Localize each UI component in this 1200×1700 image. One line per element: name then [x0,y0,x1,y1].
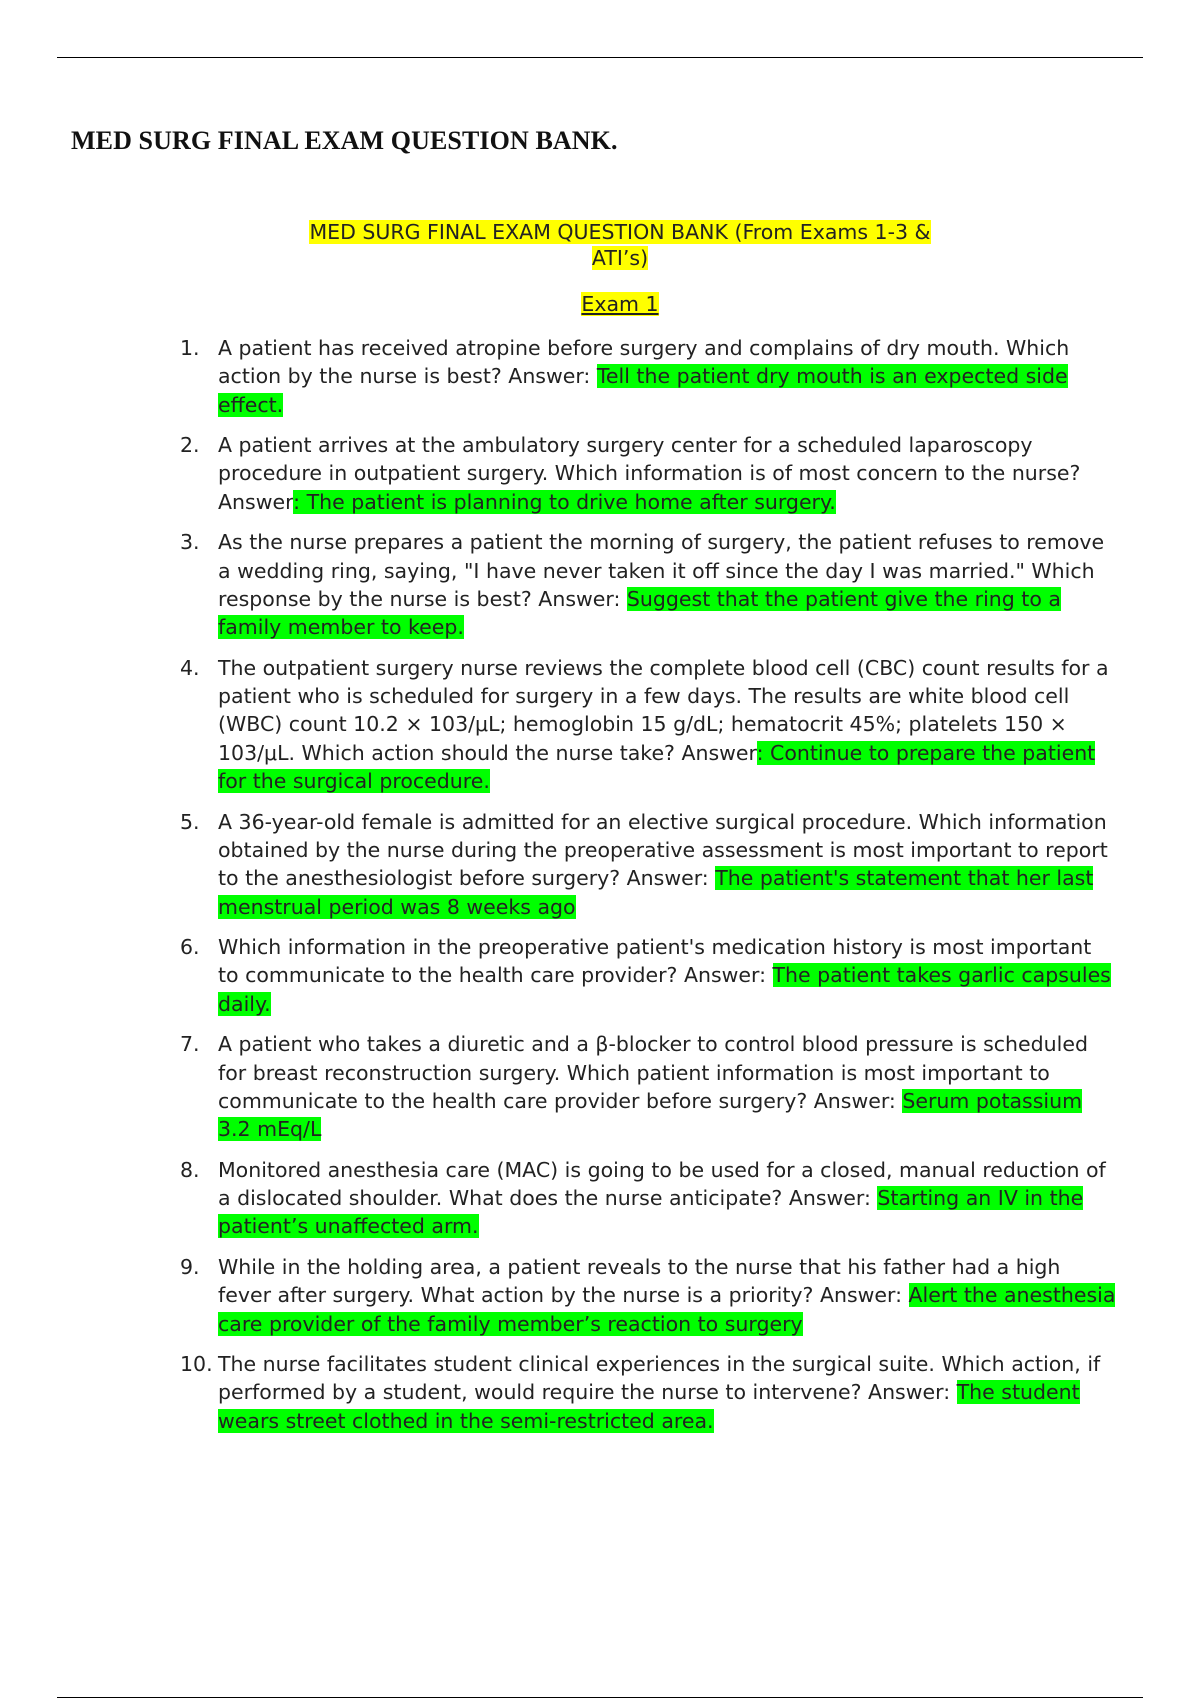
question-text: A patient who takes a diuretic and a β-blocker to control blood pressure is scheduled for breast reconstruction surgery. Which patient information is most important to communicate to the health care provider before surgery? Answer: [218,1032,1088,1113]
question-bank-subtitle [270,219,970,271]
section-heading [270,291,970,317]
answer-highlight: : Continue to prepare the patient for the surgical procedure. [218,740,1096,794]
top-rule [57,57,1143,58]
question-number: 9. [180,1254,200,1279]
answer-highlight: Serum potassium 3.2 mEq/L [218,1088,1083,1142]
question-number: 7. [180,1032,200,1057]
answer-highlight: The student wears street clothed in the semi-restricted area. [218,1380,1080,1433]
bottom-rule [57,1697,1143,1698]
question-item-4 [180,654,1118,795]
question-number: 10. [180,1352,213,1377]
question-text: While in the holding area, a patient reveals to the nurse that his father had a high fever after surgery. What action by the nurse is a priority? Answer: [218,1254,1061,1308]
subtitle-line-1: MED SURG FINAL EXAM QUESTION BANK (From Exams 1-3 & [309,220,931,244]
question-item-9 [180,1253,1118,1338]
answer-highlight: The patient takes garlic capsules daily. [218,963,1111,1016]
question-text: A patient arrives at the ambulatory surgery center for a scheduled laparoscopy procedure in outpatient surgery. Which information is of most concern to the nurse? Answer [218,433,1081,514]
question-item-5 [180,808,1118,921]
question-number: 3. [180,530,200,555]
section-label: Exam 1 [581,292,659,316]
question-number: 5. [180,809,200,834]
question-item-2 [180,431,1118,516]
document-title: MED SURG FINAL EXAM QUESTION BANK. [71,126,618,155]
question-list [180,334,1116,1447]
answer-highlight: The patient's statement that her last menstrual period was 8 weeks ago [218,866,1094,919]
answer-highlight: Alert the anesthesia care provider of the family member’s reaction to surgery [218,1283,1116,1336]
question-text: The outpatient surgery nurse reviews the complete blood cell (CBC) count results for a patient who is scheduled for surgery in a few days. The results are white blood cell (WBC) count 10.2 × 103/μL; hemoglobin 15 g/dL; hematocrit 45%; platelets 150 × 103/μL. Which action should the nurse take? Answer [218,655,1109,765]
question-number: 6. [180,935,200,960]
answer-highlight: : The patient is planning to drive home after surgery. [293,489,836,514]
question-number: 8. [180,1157,200,1182]
question-number: 1. [180,336,200,360]
question-item-1 [180,334,1118,419]
question-text: A 36-year-old female is admitted for an elective surgical procedure. Which information obtained by the nurse during the preoperative assessment is most important to report to the anesthesiologist before surgery? Answer: [218,809,1108,891]
answer-highlight: Suggest that the patient give the ring to a family member to keep. [218,586,1061,640]
question-number: 2. [180,433,200,458]
question-item-10 [180,1350,1118,1435]
question-text: The nurse facilitates student clinical experiences in the surgical suite. Which action, if performed by a student, would require the nurse to intervene? Answer: [218,1352,1101,1405]
question-text: Monitored anesthesia care (MAC) is going to be used for a closed, manual reduction of a dislocated shoulder. What does the nurse anticipate? Answer: [218,1157,1106,1211]
question-item-6 [180,933,1118,1018]
question-item-8 [180,1156,1118,1241]
question-number: 4. [180,655,200,680]
answer-highlight: Starting an IV in the patient’s unaffected arm. [218,1186,1084,1239]
question-item-7 [180,1030,1118,1143]
question-text: Which information in the preoperative patient's medication history is most important to communicate to the health care provider? Answer: [218,935,1092,988]
question-text: As the nurse prepares a patient the morning of surgery, the patient refuses to remove a wedding ring, saying, "I have never taken it off since the day I was married." Which response by the nurse is best? Answer: [218,530,1105,611]
answer-highlight: Tell the patient dry mouth is an expected side effect. [218,364,1068,417]
question-item-3 [180,528,1118,641]
subtitle-line-2: ATI’s) [591,246,649,270]
question-text: A patient has received atropine before surgery and complains of dry mouth. Which action by the nurse is best? Answer: [218,336,1070,389]
